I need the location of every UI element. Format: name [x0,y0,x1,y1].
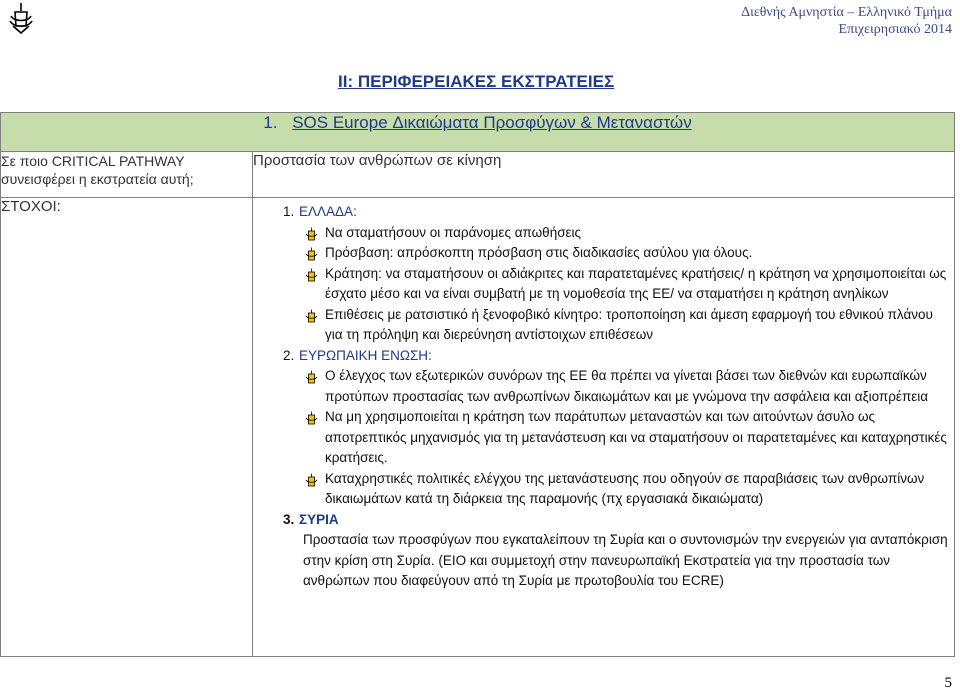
goal-item: Να σταματήσουν οι παράνομες απωθήσεις [303,223,948,244]
page-number: 5 [944,675,952,691]
document-subtitle: Επιχειρησιακό 2014 [838,22,952,37]
country-name: ΕΥΡΩΠΑΙΚΗ ΕΝΩΣΗ: [299,347,432,363]
country-european-union [283,346,948,510]
country-syria [283,510,948,592]
goal-item: Προστασία των προσφύγων που εγκαταλείπουν τη Συρία και ο συντονισμών την ενεργειών για ανταπόκριση στην κρίση στη Συρία. (ΕΙΟ και συμμετοχή στην πανευρωπαϊκή Εκστρατεία για την προστασία των ανθρώπων που διαφεύγουν από τη Συρία με πρωτοβουλία του ECRE) [303,532,948,588]
pathway-value: Προστασία των ανθρώπων σε κίνηση [253,152,502,169]
campaign-title: SOS Europe Δικαιώματα Προσφύγων & Μεταναστών [292,113,692,132]
country-greece [283,202,948,346]
amnesty-candle-logo [8,2,34,34]
candle-bullet-icon [305,247,318,261]
goals-label-cell [1,198,253,657]
country-number: 3. [283,511,295,527]
goal-item: Ο έλεγχος των εξωτερικών συνόρων της ΕΕ θα πρέπει να γίνεται βάσει των διεθνών και ευρωπαϊκών προτύπων προστασίας των ανθρωπίνων δικαιωμάτων και με γνώμονα την ασφάλεια και αξιοπρέπεια [303,366,948,407]
campaign-title-cell [1,113,955,152]
goal-item: Επιθέσεις με ρατσιστικό ή ξενοφοβικό κίνητρο: τροποποίηση και άμεση εφαρμογή του εθνικού πλάνου για τη πρόληψη και διερεύνηση αντίστοιχων επιθέσεων [303,305,948,346]
document-header [741,4,952,38]
country-name: ΕΛΛΑΔΑ: [299,204,357,219]
pathway-label-cell [1,152,253,198]
campaign-table [0,112,955,657]
goal-item: Κράτηση: να σταματήσουν οι αδιάκριτες και παρατεταμένες κρατήσεις/ η κράτηση να χρησιμοποιείται ως έσχατο μέσο και να είναι συμβατή με τη νομοθεσία της ΕΕ/ να σταματήσει η κράτηση ανηλίκων [303,264,948,305]
organization-name: Διεθνής Αμνηστία – Ελληνικό Τμήμα [741,5,952,20]
candle-bullet-icon [305,227,318,241]
pathway-value-cell [253,152,955,198]
goal-item: Πρόσβαση: απρόσκοπτη πρόσβαση στις διαδικασίες ασύλου για όλους. [303,243,948,264]
pathway-label-line2: συνεισφέρει η εκστρατεία αυτή; [1,171,194,187]
candle-bullet-icon [305,473,318,487]
candle-bullet-icon [305,268,318,282]
goals-content [253,198,954,598]
candle-bullet-icon [305,370,318,384]
campaign-number: 1. [263,113,278,132]
goals-label: ΣΤΟΧΟΙ: [1,198,61,215]
candle-bullet-icon [305,411,318,425]
country-number: 1. [283,204,295,219]
goal-item: Καταχρηστικές πολιτικές ελέγχου της μετανάστευσης που οδηγούν σε παραβιάσεις των ανθρωπίνων δικαιωμάτων κατά τη διάρκεια της παραμονής (πχ εργασιακά δικαιώματα) [303,469,948,510]
section-heading: II: ΠΕΡΙΦΕΡΕΙΑΚΕΣ ΕΚΣΤΡΑΤΕΙΕΣ [338,72,615,91]
country-name: ΣΥΡΙΑ [299,511,339,527]
goals-content-cell [253,198,955,657]
goal-item: Να μη χρησιμοποιείται η κράτηση των παράτυπων μεταναστών και των αιτούντων άσυλο ως αποτρεπτικός μηχανισμός για τη μετανάστευση και να σταματήσουν οι παρατεταμένες και καταχρηστικές κρατήσεις. [303,407,948,469]
country-number: 2. [283,347,295,363]
pathway-label-line1: Σε ποιο CRITICAL PATHWAY [1,153,185,169]
candle-bullet-icon [305,309,318,323]
